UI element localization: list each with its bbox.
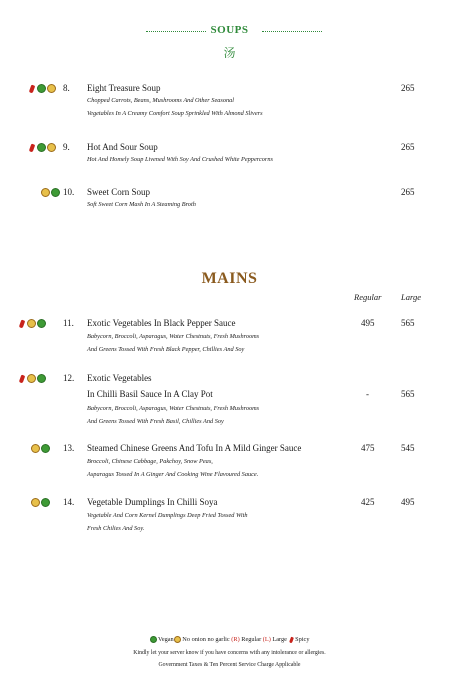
legend-regular: Regular — [241, 636, 262, 643]
vegan-icon — [41, 444, 50, 453]
price-regular: - — [366, 389, 369, 399]
desc-line: Vegetable And Corn Kernel Dumplings Deep Fried Tossed With — [87, 512, 248, 519]
vegan-icon — [51, 188, 60, 197]
desc-line: Babycorn, Broccoli, Asparagus, Water Chestnuts, Fresh Mushrooms — [87, 405, 260, 412]
item-name: Exotic Vegetables In Black Pepper Sauce — [87, 318, 236, 328]
diet-icons — [31, 498, 50, 507]
desc-line: Broccoli, Chinese Cabbage, Pakchoy, Snow Peas, — [87, 458, 213, 465]
vegan-icon — [37, 84, 46, 93]
no-onion-garlic-icon — [31, 498, 40, 507]
item-name: Exotic Vegetables — [87, 373, 152, 383]
chili-icon — [289, 636, 294, 643]
legend-no-onion: No onion no garlic — [182, 636, 230, 643]
item-name: Steamed Chinese Greens And Tofu In A Mild Ginger Sauce — [87, 443, 302, 453]
item-price: 265 — [401, 83, 415, 93]
diet-icons — [30, 143, 56, 152]
item-description — [87, 94, 263, 120]
desc-line: And Greens Tossed With Fresh Black Pepper, Chillies And Soy — [87, 346, 245, 353]
price-large: 565 — [401, 318, 415, 328]
chili-icon — [19, 374, 25, 383]
item-description — [87, 330, 259, 356]
chili-icon — [29, 84, 35, 93]
allergy-note: Kindly let your server know if you have concerns with any intolerance or allergies. — [133, 650, 326, 656]
item-number: 13. — [63, 443, 75, 453]
diet-icons — [31, 444, 50, 453]
item-name: Hot And Sour Soup — [87, 142, 158, 152]
item-number: 9. — [63, 142, 70, 152]
price-regular: 425 — [361, 497, 375, 507]
desc-line: Soft Sweet Corn Mash In A Steaming Broth — [87, 201, 196, 208]
tax-note: Government Taxes & Ten Percent Service Charge Applicable — [158, 662, 301, 668]
chili-icon — [29, 143, 35, 152]
legend-regular-code: (R) — [231, 636, 240, 643]
item-description — [87, 509, 248, 535]
no-onion-garlic-icon — [31, 444, 40, 453]
diet-icons — [20, 374, 46, 383]
column-header-regular: Regular — [354, 292, 382, 302]
column-header-large: Large — [401, 292, 421, 302]
legend-vegan: Vegan — [157, 636, 174, 643]
desc-line: Hot And Homely Soup Livened With Soy And Crushed White Peppercorns — [87, 156, 273, 163]
item-price: 265 — [401, 142, 415, 152]
no-onion-garlic-icon — [47, 143, 56, 152]
item-number: 10. — [63, 187, 75, 197]
item-description — [87, 455, 258, 481]
mains-title: MAINS — [201, 270, 258, 287]
item-description — [87, 198, 196, 211]
item-description — [87, 402, 259, 428]
item-number: 11. — [63, 318, 74, 328]
price-large: 495 — [401, 497, 415, 507]
no-onion-garlic-icon — [41, 188, 50, 197]
vegan-icon — [37, 374, 46, 383]
desc-line: Vegetables In A Creamy Comfort Soup Sprinkled With Almond Slivers — [87, 110, 263, 117]
soups-title: SOUPS — [210, 24, 249, 36]
no-onion-garlic-icon — [27, 374, 36, 383]
legend-large: Large — [272, 636, 287, 643]
vegan-icon — [37, 319, 46, 328]
diet-icons — [41, 188, 60, 197]
desc-line: Asparagus Tossed In A Ginger And Cooking Wine Flavoured Sauce. — [87, 471, 259, 478]
vegan-icon — [41, 498, 50, 507]
legend-large-code: (L) — [262, 636, 271, 643]
price-regular: 495 — [361, 318, 375, 328]
desc-line: And Greens Tossed With Fresh Basil, Chillies And Soy — [87, 418, 224, 425]
desc-line: Chopped Carrots, Beans, Mushrooms And Other Seasonal — [87, 97, 235, 104]
desc-line: Fresh Chilies And Soy. — [87, 525, 145, 532]
price-large: 545 — [401, 443, 415, 453]
item-number: 12. — [63, 373, 75, 383]
no-onion-garlic-icon — [27, 319, 36, 328]
legend — [0, 636, 459, 643]
price-regular: 475 — [361, 443, 375, 453]
chili-icon — [19, 319, 25, 328]
no-onion-garlic-icon — [47, 84, 56, 93]
vegan-icon — [37, 143, 46, 152]
item-price: 265 — [401, 187, 415, 197]
item-name-line2: In Chilli Basil Sauce In A Clay Pot — [87, 389, 213, 399]
diet-icons — [30, 84, 56, 93]
item-number: 14. — [63, 497, 75, 507]
soup-glyph: 汤 — [223, 46, 236, 60]
item-number: 8. — [63, 83, 70, 93]
diet-icons — [20, 319, 46, 328]
desc-line: Babycorn, Broccoli, Asparagus, Water Chestnuts, Fresh Mushrooms — [87, 333, 260, 340]
item-name: Vegetable Dumplings In Chilli Soya — [87, 497, 218, 507]
vegan-icon — [150, 636, 157, 643]
item-name: Eight Treasure Soup — [87, 83, 161, 93]
title-dots-right — [262, 31, 322, 32]
price-large: 565 — [401, 389, 415, 399]
no-onion-garlic-icon — [174, 636, 181, 643]
item-name: Sweet Corn Soup — [87, 187, 150, 197]
item-description — [87, 153, 273, 166]
legend-spicy: Spicy — [295, 636, 310, 643]
